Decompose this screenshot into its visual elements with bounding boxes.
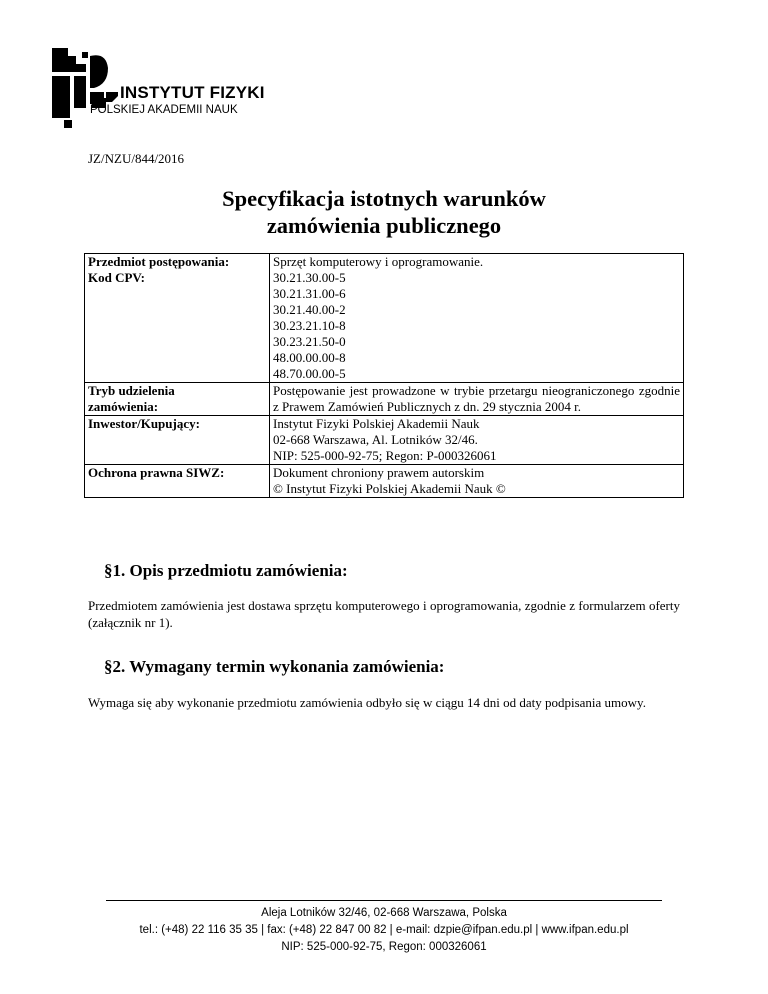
mode-value: Postępowanie jest prowadzone w trybie przetargu nieograniczonego zgodnie z Prawem Zamówień Publicznych z dn. 29 stycznia 2004 r.: [270, 383, 684, 416]
document-title: [88, 185, 680, 239]
protection-line: © Instytut Fizyki Polskiej Akademii Nauk ©: [273, 481, 506, 496]
cpv-code: 30.21.40.00-2: [273, 302, 346, 317]
table-row-subject: [85, 254, 684, 383]
investor-line: 02-668 Warszawa, Al. Lotników 32/46.: [273, 432, 478, 447]
mode-label-line-1: Tryb udzielenia: [88, 383, 175, 398]
section-2-heading: §2. Wymagany termin wykonania zamówienia:: [104, 657, 445, 676]
section-1-heading: §1. Opis przedmiotu zamówienia:: [104, 561, 348, 580]
table-row-mode: [85, 383, 684, 416]
cpv-code: 30.21.31.00-6: [273, 286, 346, 301]
cpv-code: 30.23.21.10-8: [273, 318, 346, 333]
cpv-label: Kod CPV:: [88, 270, 145, 285]
investor-value-cell: [270, 416, 684, 465]
footer-registration: NIP: 525-000-92-75, Regon: 000326061: [281, 941, 487, 953]
subject-label: Przedmiot postępowania:: [88, 254, 230, 269]
footer-address: Aleja Lotników 32/46, 02-668 Warszawa, Polska: [261, 907, 507, 919]
cpv-code: 30.23.21.50-0: [273, 334, 346, 349]
table-row-investor: [85, 416, 684, 465]
protection-line: Dokument chroniony prawem autorskim: [273, 465, 485, 480]
protection-value-cell: [270, 465, 684, 498]
footer-contact: tel.: (+48) 22 116 35 35 | fax: (+48) 22 847 00 82 | e-mail: dzpie@ifpan.edu.pl | www.ifpan.edu.pl: [139, 924, 629, 936]
mode-label-cell: [85, 383, 270, 416]
footer-divider: [106, 900, 662, 901]
investor-line: Instytut Fizyki Polskiej Akademii Nauk: [273, 416, 480, 431]
investor-line: NIP: 525-000-92-75; Regon: P-000326061: [273, 448, 497, 463]
document-reference: JZ/NZU/844/2016: [88, 151, 185, 166]
section-2-body: Wymaga się aby wykonanie przedmiotu zamówienia odbyło się w ciągu 14 dni od daty podpisania umowy.: [88, 695, 646, 710]
title-line-2: zamówienia publicznego: [266, 213, 502, 238]
cpv-code: 30.21.30.00-5: [273, 270, 346, 285]
subject-label-cell: [85, 254, 270, 383]
cpv-code: 48.00.00.00-8: [273, 350, 346, 365]
section-1-body: Przedmiotem zamówienia jest dostawa sprzętu komputerowego i oprogramowania, zgodnie z formularzem oferty (załącznik nr 1).: [88, 598, 680, 630]
logo-subtitle: POLSKIEJ AKADEMII NAUK: [90, 104, 238, 116]
title-line-1: Specyfikacja istotnych warunków: [222, 186, 546, 211]
protection-label: Ochrona prawna SIWZ:: [85, 465, 270, 498]
subject-value-cell: [270, 254, 684, 383]
table-row-protection: [85, 465, 684, 498]
page-footer: [60, 905, 708, 956]
investor-label: Inwestor/Kupujący:: [85, 416, 270, 465]
subject-value: Sprzęt komputerowy i oprogramowanie.: [273, 254, 484, 269]
cpv-code: 48.70.00.00-5: [273, 366, 346, 381]
info-table: [84, 253, 684, 498]
logo-title: INSTYTUT FIZYKI: [120, 83, 265, 102]
mode-label-line-2: zamówienia:: [88, 399, 159, 414]
